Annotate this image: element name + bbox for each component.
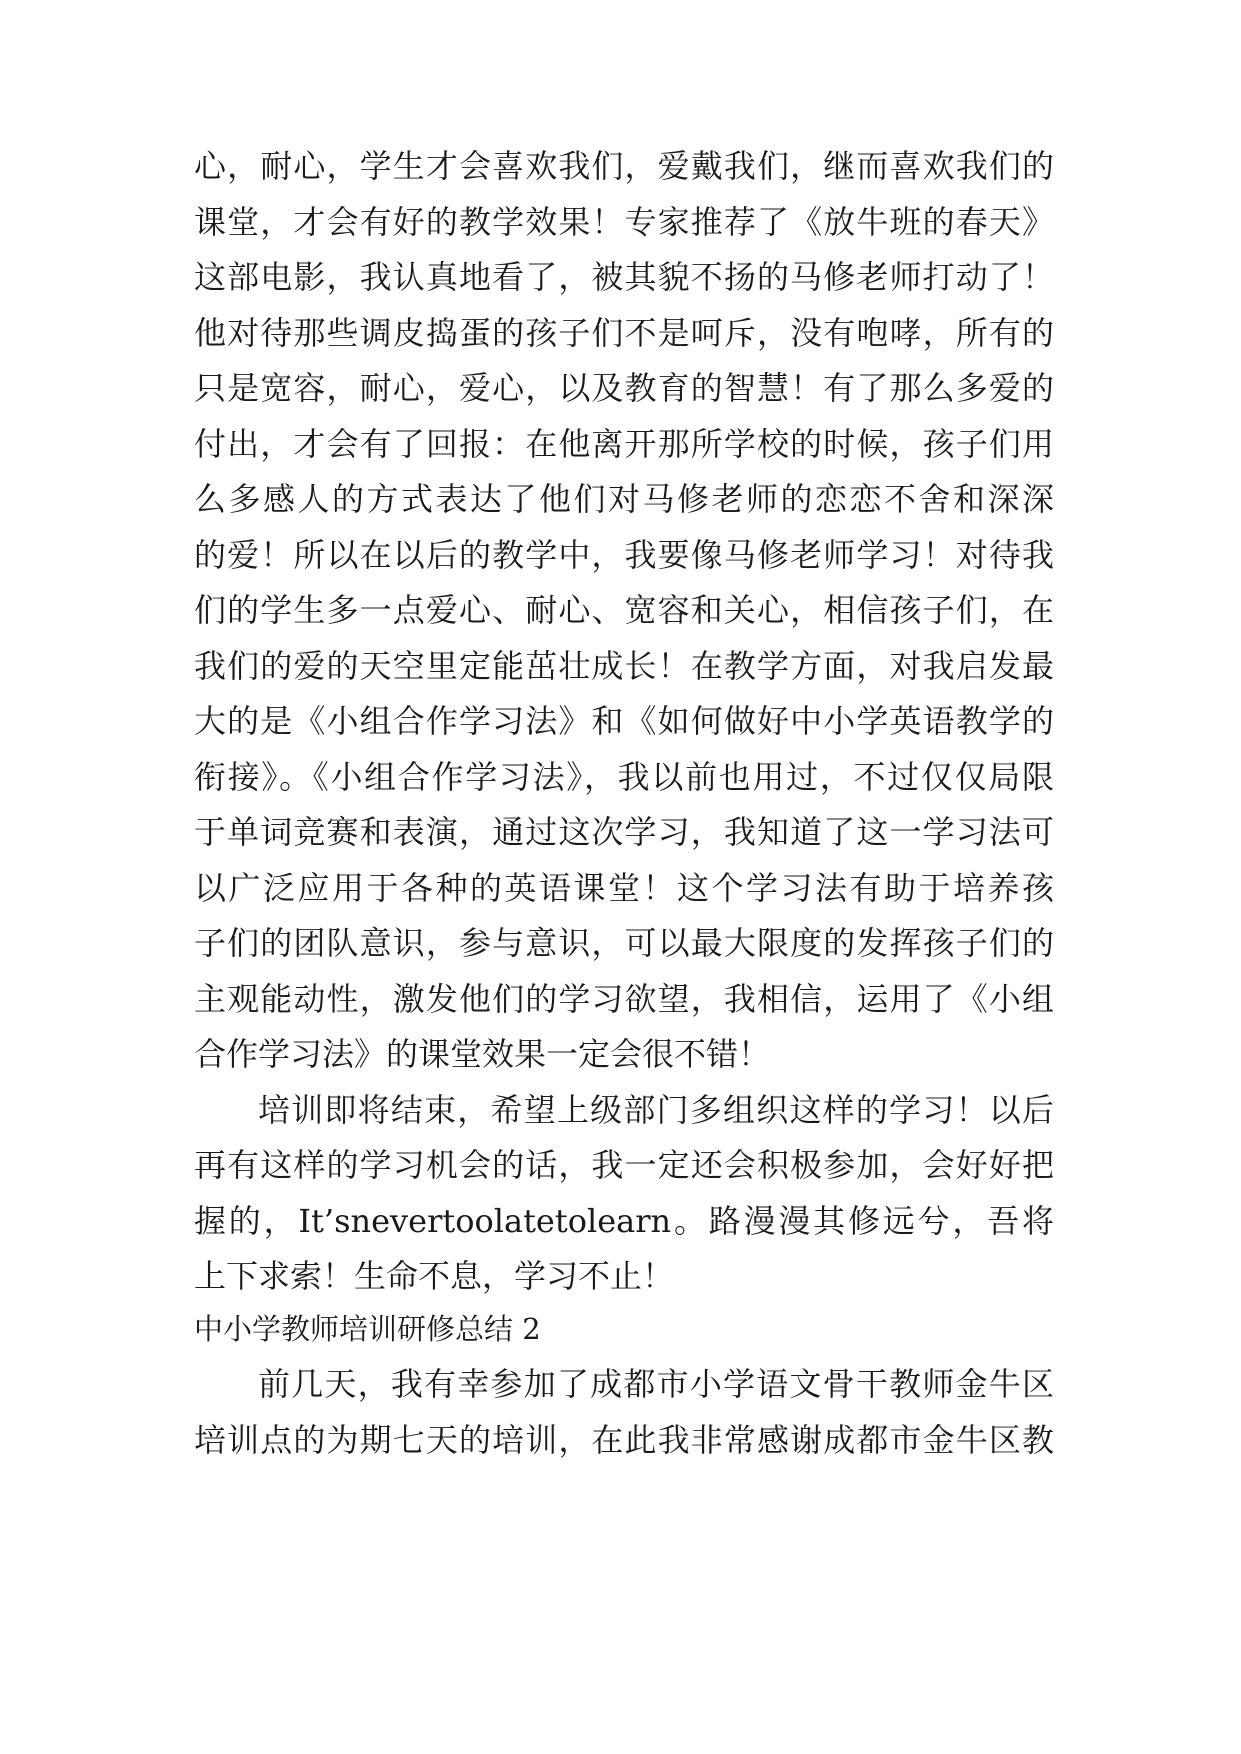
body-text-line: 上下求索！生命不息，学习不止！: [194, 1257, 675, 1295]
body-text-line: 这部电影，我认真地看了，被其貌不扬的马修老师打动了！: [194, 258, 1054, 296]
body-text-line: 握的，It’snevertoolatetolearn。路漫漫其修远兮，吾将: [194, 1202, 1054, 1240]
body-text-line: 培训点的为期七天的培训，在此我非常感谢成都市金牛区教: [194, 1421, 1054, 1459]
body-text-line: 大的是《小组合作学习法》和《如何做好中小学英语教学的: [194, 702, 1054, 740]
paragraph-first-line: 培训即将结束，希望上级部门多组织这样的学习！以后: [258, 1091, 1054, 1129]
body-text-line: 们的学生多一点爱心、耐心、宽容和关心，相信孩子们，在: [194, 591, 1054, 629]
body-text-line: 心，耐心，学生才会喜欢我们，爱戴我们，继而喜欢我们的: [194, 147, 1054, 185]
section-heading: 中小学教师培训研修总结 2: [194, 1312, 541, 1346]
body-text-line: 合作学习法》的课堂效果一定会很不错！: [194, 1035, 771, 1073]
body-text-line: 他对待那些调皮捣蛋的孩子们不是呵斥，没有咆哮，所有的: [194, 314, 1054, 352]
body-text-line: 衔接》。《小组合作学习法》，我以前也用过，不过仅仅局限: [194, 758, 1054, 796]
body-text-line: 于单词竞赛和表演，通过这次学习，我知道了这一学习法可: [194, 813, 1054, 851]
body-text-line: 么多感人的方式表达了他们对马修老师的恋恋不舍和深深: [194, 480, 1054, 518]
body-text-line: 主观能动性，激发他们的学习欲望，我相信，运用了《小组: [194, 980, 1054, 1018]
body-text-line: 的爱！所以在以后的教学中，我要像马修老师学习！对待我: [194, 536, 1054, 574]
body-text-line: 课堂，才会有好的教学效果！专家推荐了《放牛班的春天》: [194, 203, 1054, 241]
body-text-line: 付出，才会有了回报：在他离开那所学校的时候，孩子们用: [194, 425, 1054, 463]
body-text-line: 以广泛应用于各种的英语课堂！这个学习法有助于培养孩: [194, 869, 1054, 907]
body-text-line: 再有这样的学习机会的话，我一定还会积极参加，会好好把: [194, 1146, 1054, 1184]
paragraph-first-line: 前几天，我有幸参加了成都市小学语文骨干教师金牛区: [258, 1365, 1054, 1403]
body-text-line: 只是宽容，耐心，爱心，以及教育的智慧！有了那么多爱的: [194, 369, 1054, 407]
body-text-line: 我们的爱的天空里定能茁壮成长！在教学方面，对我启发最: [194, 647, 1054, 685]
body-text-line: 子们的团队意识，参与意识，可以最大限度的发挥孩子们的: [194, 924, 1054, 962]
